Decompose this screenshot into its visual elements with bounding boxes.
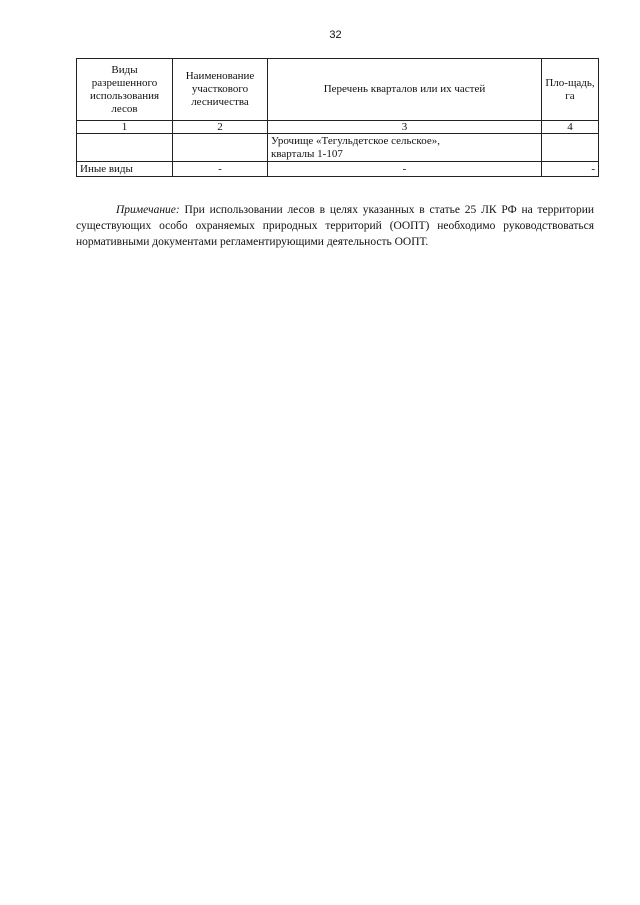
column-number: 4 — [542, 121, 599, 134]
column-number: 3 — [268, 121, 542, 134]
cell-forestry: - — [173, 162, 268, 177]
quarters-line: Урочище «Тегульдетское сельское», — [271, 134, 440, 147]
header-use-type: Виды разрешенного использования лесов — [77, 59, 173, 121]
page-number: 32 — [329, 29, 342, 41]
table-row — [77, 162, 599, 177]
cell-area: - — [542, 162, 599, 177]
note-paragraph — [76, 202, 594, 250]
header-quarters-list: Перечень кварталов или их частей — [268, 59, 542, 121]
forest-use-table — [76, 58, 599, 177]
column-number: 1 — [77, 121, 173, 134]
cell-use-type — [77, 134, 173, 162]
header-forestry-name: Наименование участкового лесничества — [173, 59, 268, 121]
note-text: При использовании лесов в целях указанных в статье 25 ЛК РФ на территории существующих особо охраняемых природных территорий (ООПТ) необходимо руководствоваться нормативными документами регламентирующими деятельность ООПТ. — [76, 204, 594, 248]
cell-quarters — [268, 134, 542, 162]
column-number-row — [77, 121, 599, 134]
header-area: Пло-щадь, га — [542, 59, 599, 121]
cell-forestry — [173, 134, 268, 162]
cell-quarters: - — [268, 162, 542, 177]
table-header-row — [77, 59, 599, 121]
cell-use-type: Иные виды — [77, 162, 173, 177]
note-label: Примечание: — [116, 204, 180, 216]
table-row — [77, 134, 599, 162]
cell-area — [542, 134, 599, 162]
quarters-line: кварталы 1-107 — [271, 147, 343, 160]
column-number: 2 — [173, 121, 268, 134]
